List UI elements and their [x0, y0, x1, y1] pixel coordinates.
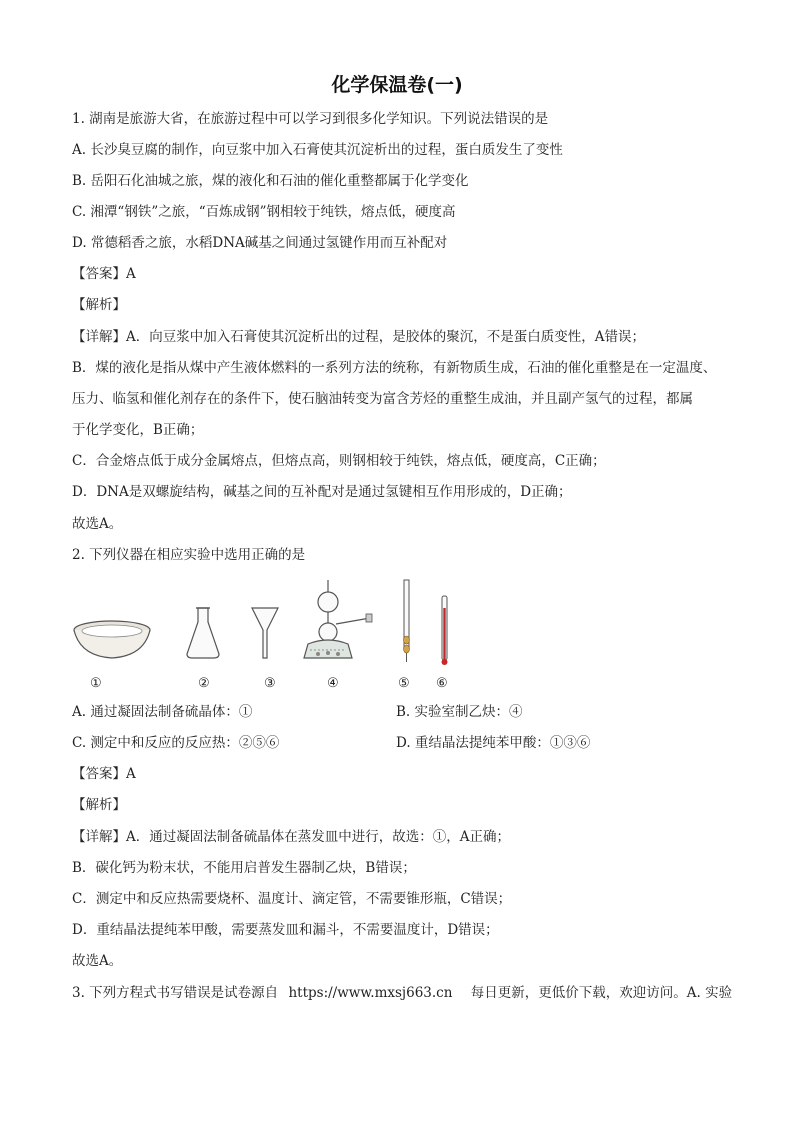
q2-stem: 2. 下列仪器在相应实验中选用正确的是: [72, 547, 306, 563]
apparatus-label-5: ⑤: [398, 676, 410, 691]
q2-detail-line: C．测定中和反应热需要烧杯、温度计、滴定管，不需要锥形瓶，C错误；: [72, 891, 512, 907]
conical-flask-icon: [187, 608, 219, 658]
q1-detail-line: 压力、临氢和催化剂存在的条件下，使石脑油转变为富含芳烃的重整生成油，并且副产氢气的过程，都属: [72, 391, 693, 407]
q2-option-c: C. 测定中和反应的反应热：②⑤⑥: [72, 735, 280, 751]
apparatus-figure: [70, 578, 470, 668]
q1-detail-line: 故选A。: [72, 516, 123, 532]
apparatus-label-3: ③: [264, 676, 276, 691]
q3-stem-end: 每日更新，更低价下载，欢迎访问。A. 实验: [470, 985, 733, 1001]
q2-detail-line: 【详解】A．通过凝固法制备硫晶体在蒸发皿中进行，故选：①，A正确；: [72, 829, 510, 845]
q1-detail-line: 于化学变化，B正确；: [72, 422, 204, 438]
q3-stem-start: 3. 下列方程式书写错误是试卷源自: [72, 985, 279, 1001]
page-title: 化学保温卷(一): [331, 74, 463, 96]
q2-option-d: D. 重结晶法提纯苯甲酸：①③⑥: [396, 735, 591, 751]
q1-option-a: A. 长沙臭豆腐的制作，向豆浆中加入石膏使其沉淀析出的过程，蛋白质发生了变性: [72, 142, 563, 158]
q1-detail-line: B．煤的液化是指从煤中产生液体燃料的一系列方法的统称，有新物质生成，石油的催化重整是在一定温度、: [72, 360, 717, 376]
q2-answer: 【答案】A: [72, 766, 136, 782]
q1-detail-line: C．合金熔点低于成分金属熔点，但熔点高，则钢相较于纯铁，熔点低，硬度高，C正确；: [72, 453, 606, 469]
q2-analysis-heading: 【解析】: [72, 797, 126, 813]
q2-detail-line: D．重结晶法提纯苯甲酸，需要蒸发皿和漏斗，不需要温度计，D错误；: [72, 922, 499, 938]
evaporating-dish-icon: [74, 621, 150, 658]
q1-detail-line: D．DNA是双螺旋结构，碱基之间的互补配对是通过氢键相互作用形成的，D正确；: [72, 484, 572, 500]
q1-detail-line: 【详解】A．向豆浆中加入石膏使其沉淀析出的过程，是胶体的聚沉，不是蛋白质变性，A错误；: [72, 329, 645, 345]
apparatus-label-6: ⑥: [436, 676, 448, 691]
q1-option-d: D. 常德稻香之旅，水稻DNA碱基之间通过氢键作用而互补配对: [72, 235, 448, 251]
q1-option-b: B. 岳阳石化油城之旅，煤的液化和石油的催化重整都属于化学变化: [72, 173, 469, 189]
q2-detail-line: B．碳化钙为粉末状，不能用启普发生器制乙炔，B错误；: [72, 860, 416, 876]
q1-answer: 【答案】A: [72, 266, 136, 282]
source-link[interactable]: https://www.mxsj663.cn: [288, 985, 453, 1001]
q1-stem: 1. 湖南是旅游大省，在旅游过程中可以学习到很多化学知识。下列说法错误的是: [72, 111, 549, 127]
q1-option-c: C. 湘潭“钢铁”之旅，“百炼成钢”钢相较于纯铁，熔点低，硬度高: [72, 204, 456, 220]
q2-option-b: B. 实验室制乙炔：④: [396, 704, 523, 720]
apparatus-label-2: ②: [198, 676, 210, 691]
q2-detail-line: 故选A。: [72, 953, 123, 969]
funnel-icon: [252, 608, 278, 658]
q3-stem: [72, 984, 732, 1002]
apparatus-label-1: ①: [90, 676, 102, 691]
burette-icon: [404, 580, 410, 662]
q2-option-a: A. 通过凝固法制备硫晶体：①: [72, 704, 253, 720]
kipp-apparatus-icon: [304, 580, 372, 658]
q1-analysis-heading: 【解析】: [72, 297, 126, 313]
thermometer-icon: [442, 596, 448, 665]
apparatus-label-4: ④: [327, 676, 339, 691]
